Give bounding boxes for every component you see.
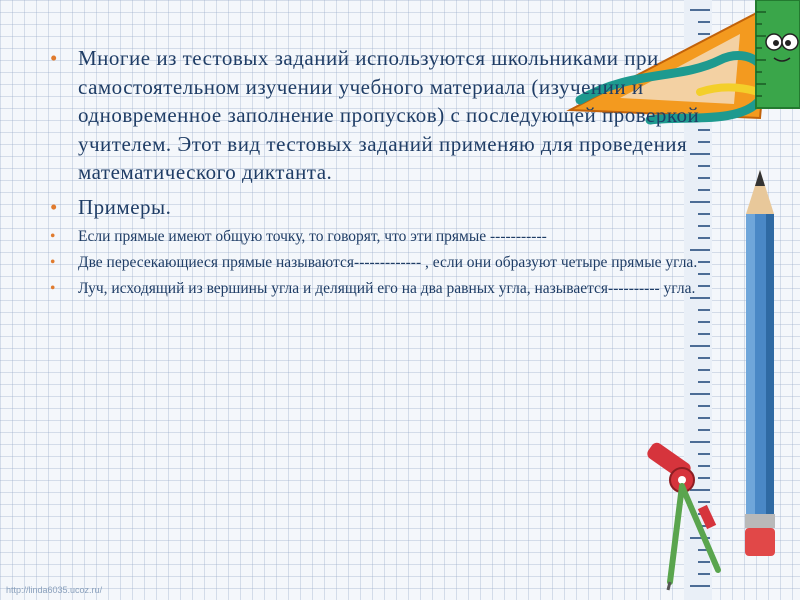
footer-url[interactable]: http://linda6035.ucoz.ru/	[6, 585, 103, 595]
bullet-text: Луч, исходящий из вершины угла и делящий его на два равных угла, называется---------- угла.	[78, 280, 696, 297]
pencil-icon	[740, 170, 780, 560]
bullet-item	[50, 44, 740, 187]
bullet-item	[50, 226, 740, 248]
compass-icon	[640, 442, 730, 592]
bullet-marker: •	[50, 194, 58, 219]
bullet-item	[50, 278, 740, 300]
bullet-text: Примеры.	[78, 194, 172, 219]
bullet-text: Многие из тестовых заданий используются школьниками при самостоятельном изучении учебного материала (изучении и одновременное заполнение пропусков) с последующей проверкой учителем. Этот вид тестовых заданий применяю для проведения математического диктанта.	[78, 46, 700, 184]
slide-content	[50, 44, 740, 300]
bullet-marker: •	[50, 46, 58, 70]
bullet-text: Если прямые имеют общую точку, то говорят, что эти прямые -----------	[78, 228, 547, 245]
bullet-item	[50, 193, 740, 222]
bullet-marker: •	[50, 254, 56, 271]
bullet-marker: •	[50, 280, 56, 297]
bullet-item	[50, 252, 740, 274]
bullet-marker: •	[50, 228, 56, 245]
bullet-text: Две пересекающиеся прямые называются------------- , если они образуют четыре прямые угла.	[78, 254, 698, 271]
